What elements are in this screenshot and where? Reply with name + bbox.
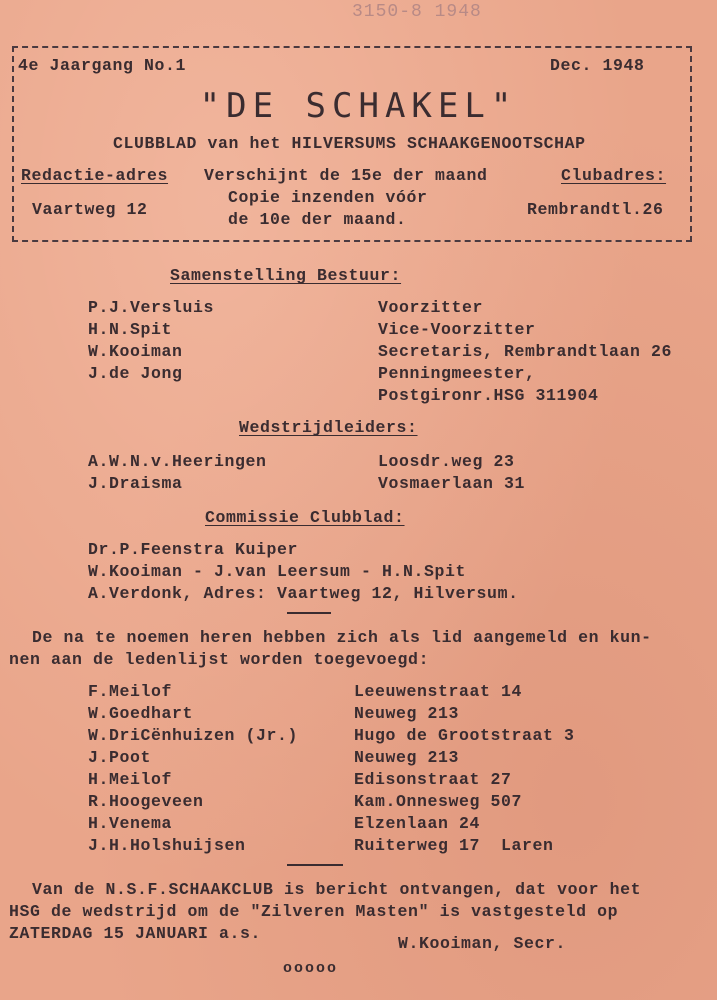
- handwritten-scribble: 3150-8 1948: [352, 2, 482, 22]
- notice-line: ZATERDAG 15 JANUARI a.s.: [9, 924, 262, 943]
- signature: W.Kooiman, Secr.: [398, 934, 567, 953]
- giro-number: Postgironr.HSG 311904: [378, 386, 599, 405]
- appears-line-2: Copie inzenden vóór: [228, 188, 428, 207]
- club-address-label: Clubadres:: [561, 166, 667, 185]
- newsletter-title: "DE SCHAKEL": [199, 86, 518, 126]
- new-member-address: Kam.Onnesweg 507: [354, 792, 523, 811]
- leaders-heading: Wedstrijdleiders:: [239, 418, 418, 437]
- section-divider: [287, 864, 343, 866]
- new-member-address: Neuweg 213: [354, 748, 460, 767]
- notice-line: Van de N.S.F.SCHAAKCLUB is bericht ontvangen, dat voor het: [32, 880, 642, 899]
- board-member-name: P.J.Versluis: [88, 298, 215, 317]
- section-divider: [287, 612, 331, 614]
- notice-line: HSG de wedstrijd om de "Zilveren Masten" is vastgesteld op: [9, 902, 619, 921]
- volume-number: 4e Jaargang No.1: [18, 56, 187, 75]
- leader-address: Vosmaerlaan 31: [378, 474, 526, 493]
- new-member-address: Ruiterweg 17 Laren: [354, 836, 554, 855]
- new-member-name: J.Poot: [88, 748, 152, 767]
- appears-line-1: Verschijnt de 15e der maand: [204, 166, 488, 185]
- new-member-address: Elzenlaan 24: [354, 814, 481, 833]
- board-member-role: Secretaris, Rembrandtlaan 26: [378, 342, 673, 361]
- new-member-name: J.H.Holshuijsen: [88, 836, 246, 855]
- new-members-intro: nen aan de ledenlijst worden toegevoegd:: [9, 650, 430, 669]
- newsletter-subtitle: CLUBBLAD van het HILVERSUMS SCHAAKGENOOTSCHAP: [113, 134, 586, 153]
- issue-date: Dec. 1948: [550, 56, 645, 75]
- club-address: Rembrandtl.26: [527, 200, 664, 219]
- new-member-name: H.Meilof: [88, 770, 173, 789]
- new-member-address: Leeuwenstraat 14: [354, 682, 523, 701]
- board-member-role: Voorzitter: [378, 298, 484, 317]
- board-member-name: W.Kooiman: [88, 342, 183, 361]
- leader-address: Loosdr.weg 23: [378, 452, 515, 471]
- new-member-address: Hugo de Grootstraat 3: [354, 726, 575, 745]
- board-heading: Samenstelling Bestuur:: [170, 266, 402, 285]
- board-member-name: J.de Jong: [88, 364, 183, 383]
- new-member-name: F.Meilof: [88, 682, 173, 701]
- commission-line: A.Verdonk, Adres: Vaartweg 12, Hilversum.: [88, 584, 519, 603]
- leader-name: A.W.N.v.Heeringen: [88, 452, 267, 471]
- board-member-name: H.N.Spit: [88, 320, 173, 339]
- commission-line: Dr.P.Feenstra Kuiper: [88, 540, 299, 559]
- redactie-address: Vaartweg 12: [32, 200, 148, 219]
- new-member-name: W.DriCënhuizen (Jr.): [88, 726, 299, 745]
- new-member-name: H.Venema: [88, 814, 173, 833]
- commission-heading: Commissie Clubblad:: [205, 508, 405, 527]
- leader-name: J.Draisma: [88, 474, 183, 493]
- commission-line: W.Kooiman - J.van Leersum - H.N.Spit: [88, 562, 467, 581]
- redactie-label: Redactie-adres: [21, 166, 169, 185]
- new-member-name: W.Goedhart: [88, 704, 194, 723]
- board-member-role: Penningmeester,: [378, 364, 536, 383]
- new-member-name: R.Hoogeveen: [88, 792, 204, 811]
- footer-ornament: ooooo: [283, 960, 339, 977]
- new-member-address: Neuweg 213: [354, 704, 460, 723]
- board-member-role: Vice-Voorzitter: [378, 320, 536, 339]
- new-member-address: Edisonstraat 27: [354, 770, 512, 789]
- new-members-intro: De na te noemen heren hebben zich als lid aangemeld en kun-: [32, 628, 652, 647]
- appears-line-3: de 10e der maand.: [228, 210, 407, 229]
